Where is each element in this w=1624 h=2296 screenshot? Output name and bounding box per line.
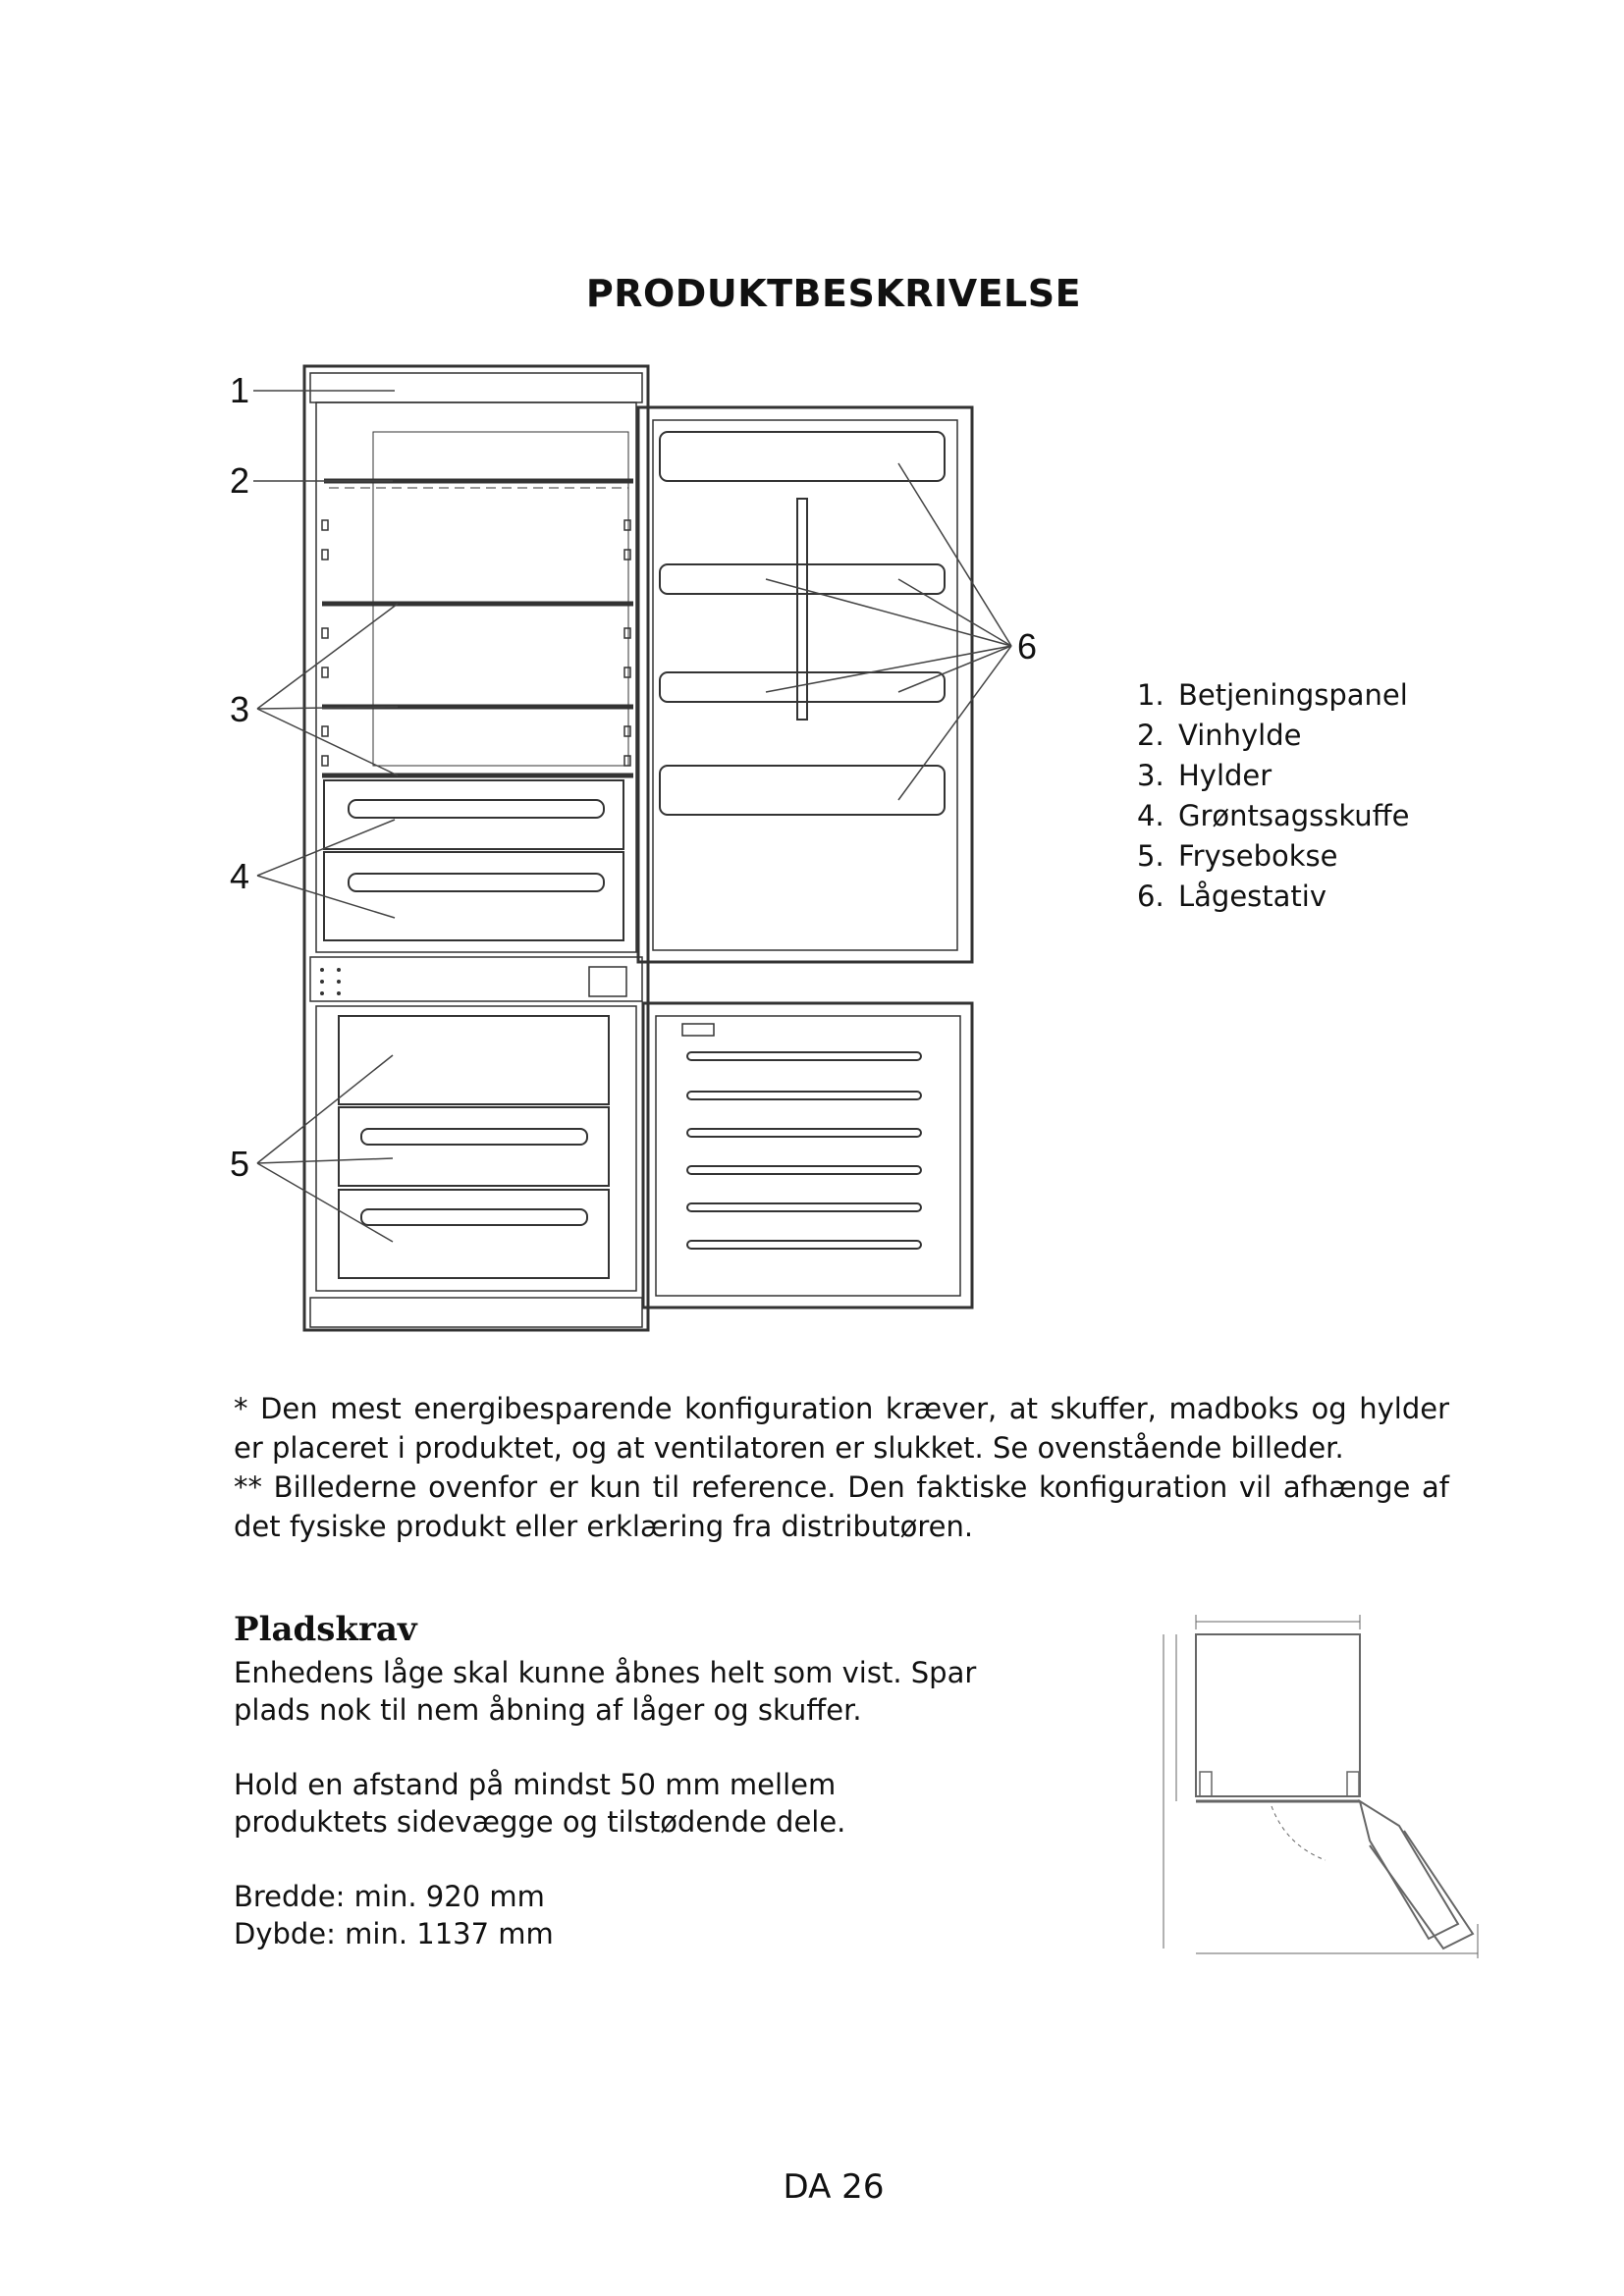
appliance-top-view bbox=[1196, 1634, 1360, 1796]
space-requirements-title: Pladskrav bbox=[234, 1610, 417, 1649]
clearance-diagram bbox=[1147, 1595, 1481, 1978]
leader-lines bbox=[253, 391, 1011, 1242]
callout-3: 3 bbox=[230, 689, 250, 729]
door-bin bbox=[660, 432, 945, 481]
callout-2: 2 bbox=[230, 460, 250, 501]
freezer-compartment bbox=[316, 1006, 636, 1291]
page-number: DA 26 bbox=[783, 2167, 885, 2207]
space-paragraph: Hold en afstand på mindst 50 mm mellem produktets sidevægge og tilstødende dele. bbox=[234, 1768, 846, 1839]
note-energy: * Den mest energibesparende konfiguration kræver, at skuffer, madboks og hylder er placeret i produktet, og at ventilatoren er slukket. Se ovenstående billeder. bbox=[234, 1392, 1449, 1465]
notes bbox=[234, 1389, 1449, 1546]
legend-item: 4. Grøntsagsskuffe bbox=[1137, 799, 1410, 832]
note-reference: ** Billederne ovenfor er kun til reference. Den faktiske konfiguration vil afhænge af det fysiske produkt eller erklæring fra distributøren. bbox=[234, 1470, 1449, 1543]
callout-6: 6 bbox=[1017, 626, 1038, 667]
open-door bbox=[1360, 1801, 1458, 1939]
legend-item: 3. Hylder bbox=[1137, 759, 1272, 792]
space-paragraph: Enhedens låge skal kunne åbnes helt som vist. Spar plads nok til nem åbning af låger og skuffer. bbox=[234, 1656, 977, 1727]
legend-item: 1. Betjeningspanel bbox=[1137, 678, 1408, 712]
shelf-supports bbox=[322, 520, 630, 766]
callout-1: 1 bbox=[230, 370, 250, 410]
depth-requirement: Dybde: min. 1137 mm bbox=[234, 1917, 554, 1950]
legend-item: 6. Lågestativ bbox=[1137, 880, 1327, 913]
door-bin bbox=[660, 672, 945, 702]
legend-item: 5. Frysebokse bbox=[1137, 839, 1338, 873]
page-title: PRODUKTBESKRIVELSE bbox=[585, 272, 1082, 315]
freezer-door-rails bbox=[687, 1052, 921, 1249]
freezer-box bbox=[339, 1016, 609, 1104]
freezer-box bbox=[339, 1107, 609, 1186]
control-panel bbox=[310, 373, 642, 402]
door-bin bbox=[660, 766, 945, 815]
width-requirement: Bredde: min. 920 mm bbox=[234, 1880, 545, 1913]
space-requirements-text bbox=[234, 1654, 980, 1952]
parts-legend bbox=[1137, 675, 1410, 917]
crisper-drawer bbox=[324, 780, 623, 849]
freezer-door bbox=[643, 1003, 972, 1308]
legend-item: 2. Vinhylde bbox=[1137, 719, 1302, 752]
divider bbox=[310, 957, 642, 1001]
crisper-drawer bbox=[324, 852, 623, 940]
callout-5: 5 bbox=[230, 1144, 250, 1184]
plinth bbox=[310, 1298, 642, 1327]
fridge-diagram bbox=[216, 353, 1080, 1345]
fridge-compartment bbox=[316, 402, 636, 952]
callout-4: 4 bbox=[230, 856, 250, 896]
